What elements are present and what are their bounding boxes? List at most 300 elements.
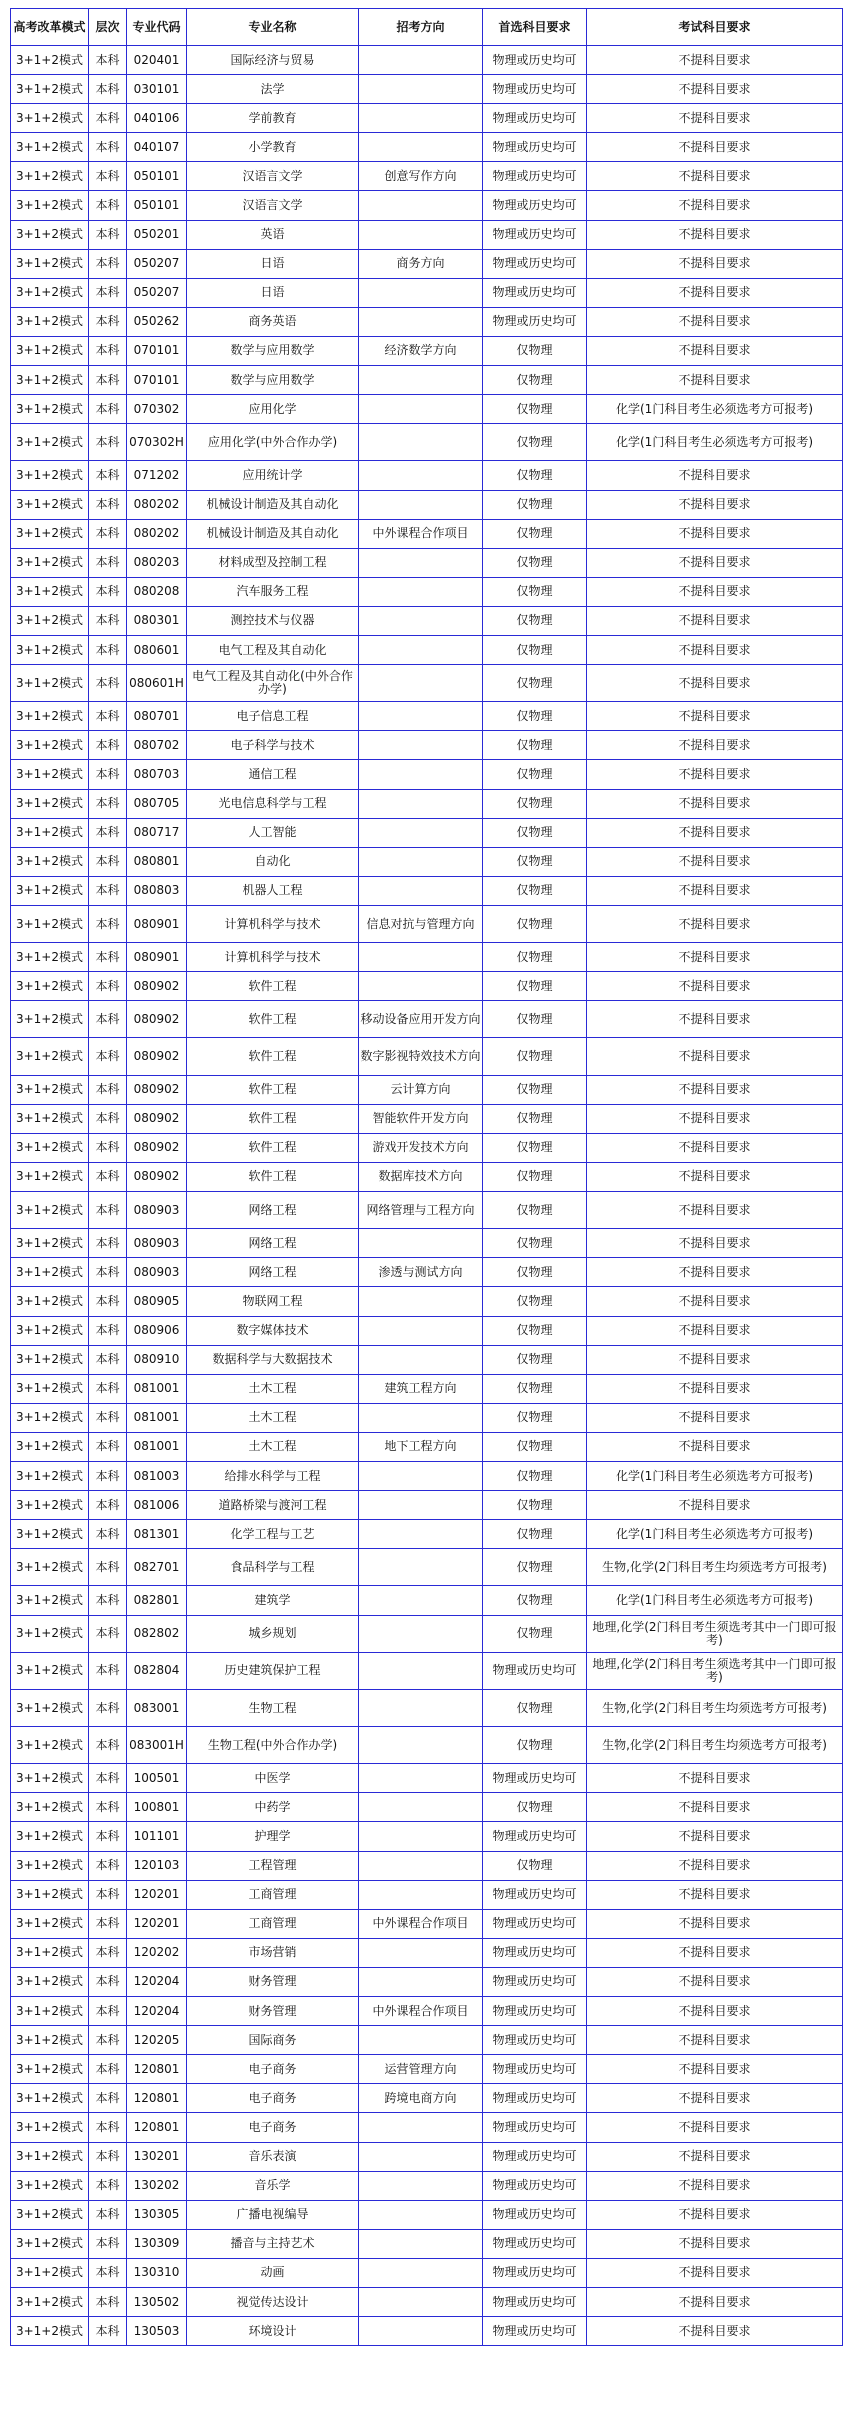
direction-cell — [359, 1287, 483, 1316]
major-name-cell: 化学工程与工艺 — [187, 1520, 359, 1549]
first-subject-cell: 物理或历史均可 — [483, 2026, 587, 2055]
reform-mode-cell: 3+1+2模式 — [11, 2317, 89, 2346]
exam-subject-cell: 地理,化学(2门科目考生须选考其中一门即可报考) — [587, 1652, 843, 1689]
first-subject-cell: 仅物理 — [483, 577, 587, 606]
reform-mode-cell: 3+1+2模式 — [11, 1038, 89, 1075]
first-subject-cell: 仅物理 — [483, 818, 587, 847]
exam-subject-cell: 不提科目要求 — [587, 249, 843, 278]
table-row — [11, 336, 843, 365]
reform-mode-cell: 3+1+2模式 — [11, 104, 89, 133]
exam-subject-cell: 不提科目要求 — [587, 2200, 843, 2229]
direction-cell — [359, 2258, 483, 2287]
major-name-cell: 应用化学(中外合作办学) — [187, 424, 359, 461]
direction-cell — [359, 760, 483, 789]
major-name-cell: 中药学 — [187, 1793, 359, 1822]
first-subject-cell: 仅物理 — [483, 336, 587, 365]
first-subject-cell: 仅物理 — [483, 1038, 587, 1075]
exam-subject-cell: 不提科目要求 — [587, 1793, 843, 1822]
table-row — [11, 2026, 843, 2055]
direction-cell: 游戏开发技术方向 — [359, 1133, 483, 1162]
first-subject-cell: 仅物理 — [483, 1793, 587, 1822]
major-code-cell: 081001 — [127, 1374, 187, 1403]
level-cell: 本科 — [89, 635, 127, 664]
major-code-cell: 120205 — [127, 2026, 187, 2055]
major-name-cell: 生物工程 — [187, 1689, 359, 1726]
table-row — [11, 972, 843, 1001]
exam-subject-cell: 化学(1门科目考生必须选考方可报考) — [587, 1461, 843, 1490]
reform-mode-cell: 3+1+2模式 — [11, 424, 89, 461]
reform-mode-cell: 3+1+2模式 — [11, 2287, 89, 2316]
level-cell: 本科 — [89, 1615, 127, 1652]
reform-mode-cell: 3+1+2模式 — [11, 1491, 89, 1520]
major-name-cell: 测控技术与仪器 — [187, 606, 359, 635]
table-row — [11, 162, 843, 191]
reform-mode-cell: 3+1+2模式 — [11, 1432, 89, 1461]
major-code-cell: 080202 — [127, 490, 187, 519]
exam-subject-cell: 生物,化学(2门科目考生均须选考方可报考) — [587, 1727, 843, 1764]
exam-subject-cell: 不提科目要求 — [587, 760, 843, 789]
direction-cell — [359, 133, 483, 162]
major-name-cell: 汉语言文学 — [187, 191, 359, 220]
direction-cell: 创意写作方向 — [359, 162, 483, 191]
level-cell: 本科 — [89, 336, 127, 365]
table-row — [11, 1229, 843, 1258]
major-code-cell: 030101 — [127, 75, 187, 104]
direction-cell: 经济数学方向 — [359, 336, 483, 365]
level-cell: 本科 — [89, 1461, 127, 1490]
first-subject-cell: 物理或历史均可 — [483, 2317, 587, 2346]
direction-cell — [359, 46, 483, 75]
header-exam-subject: 考试科目要求 — [587, 9, 843, 46]
table-row — [11, 1880, 843, 1909]
first-subject-cell: 仅物理 — [483, 1727, 587, 1764]
level-cell: 本科 — [89, 1133, 127, 1162]
direction-cell — [359, 1938, 483, 1967]
direction-cell — [359, 789, 483, 818]
reform-mode-cell: 3+1+2模式 — [11, 876, 89, 905]
major-name-cell: 数学与应用数学 — [187, 366, 359, 395]
major-name-cell: 小学教育 — [187, 133, 359, 162]
level-cell: 本科 — [89, 2200, 127, 2229]
first-subject-cell: 物理或历史均可 — [483, 2229, 587, 2258]
level-cell: 本科 — [89, 1001, 127, 1038]
exam-subject-cell: 不提科目要求 — [587, 1345, 843, 1374]
reform-mode-cell: 3+1+2模式 — [11, 1104, 89, 1133]
exam-subject-cell: 不提科目要求 — [587, 1001, 843, 1038]
major-name-cell: 土木工程 — [187, 1374, 359, 1403]
table-row — [11, 220, 843, 249]
table-row — [11, 1038, 843, 1075]
exam-subject-cell: 不提科目要求 — [587, 461, 843, 490]
level-cell: 本科 — [89, 162, 127, 191]
major-name-cell: 财务管理 — [187, 1967, 359, 1996]
first-subject-cell: 物理或历史均可 — [483, 307, 587, 336]
reform-mode-cell: 3+1+2模式 — [11, 1822, 89, 1851]
direction-cell — [359, 1461, 483, 1490]
exam-subject-cell: 不提科目要求 — [587, 75, 843, 104]
major-name-cell: 工商管理 — [187, 1909, 359, 1938]
level-cell: 本科 — [89, 1104, 127, 1133]
exam-subject-cell: 不提科目要求 — [587, 104, 843, 133]
level-cell: 本科 — [89, 1345, 127, 1374]
major-code-cell: 071202 — [127, 461, 187, 490]
major-code-cell: 130502 — [127, 2287, 187, 2316]
first-subject-cell: 仅物理 — [483, 1549, 587, 1586]
reform-mode-cell: 3+1+2模式 — [11, 2258, 89, 2287]
major-code-cell: 020401 — [127, 46, 187, 75]
first-subject-cell: 物理或历史均可 — [483, 75, 587, 104]
major-code-cell: 082801 — [127, 1586, 187, 1615]
exam-subject-cell: 不提科目要求 — [587, 2084, 843, 2113]
major-name-cell: 软件工程 — [187, 1133, 359, 1162]
first-subject-cell: 仅物理 — [483, 1001, 587, 1038]
level-cell: 本科 — [89, 1374, 127, 1403]
major-code-cell: 080901 — [127, 905, 187, 942]
major-name-cell: 机器人工程 — [187, 876, 359, 905]
first-subject-cell: 物理或历史均可 — [483, 162, 587, 191]
table-row — [11, 46, 843, 75]
major-name-cell: 软件工程 — [187, 1001, 359, 1038]
major-code-cell: 082804 — [127, 1652, 187, 1689]
direction-cell — [359, 191, 483, 220]
table-row — [11, 1764, 843, 1793]
level-cell: 本科 — [89, 731, 127, 760]
exam-subject-cell: 不提科目要求 — [587, 1287, 843, 1316]
exam-subject-cell: 地理,化学(2门科目考生须选考其中一门即可报考) — [587, 1615, 843, 1652]
level-cell: 本科 — [89, 1967, 127, 1996]
table-row — [11, 943, 843, 972]
first-subject-cell: 仅物理 — [483, 1345, 587, 1374]
table-row — [11, 847, 843, 876]
table-row — [11, 606, 843, 635]
direction-cell: 信息对抗与管理方向 — [359, 905, 483, 942]
table-row — [11, 249, 843, 278]
first-subject-cell: 物理或历史均可 — [483, 1997, 587, 2026]
exam-subject-cell: 不提科目要求 — [587, 162, 843, 191]
first-subject-cell: 仅物理 — [483, 606, 587, 635]
major-name-cell: 环境设计 — [187, 2317, 359, 2346]
major-name-cell: 财务管理 — [187, 1997, 359, 2026]
major-name-cell: 软件工程 — [187, 1075, 359, 1104]
direction-cell — [359, 1316, 483, 1345]
reform-mode-cell: 3+1+2模式 — [11, 1316, 89, 1345]
table-row — [11, 2142, 843, 2171]
table-row — [11, 1997, 843, 2026]
reform-mode-cell: 3+1+2模式 — [11, 2200, 89, 2229]
major-name-cell: 日语 — [187, 249, 359, 278]
major-code-cell: 100801 — [127, 1793, 187, 1822]
first-subject-cell: 物理或历史均可 — [483, 2142, 587, 2171]
exam-subject-cell: 不提科目要求 — [587, 1192, 843, 1229]
header-direction: 招考方向 — [359, 9, 483, 46]
first-subject-cell: 仅物理 — [483, 1689, 587, 1726]
table-row — [11, 490, 843, 519]
exam-subject-cell: 不提科目要求 — [587, 278, 843, 307]
level-cell: 本科 — [89, 1793, 127, 1822]
direction-cell — [359, 1549, 483, 1586]
table-row — [11, 1967, 843, 1996]
first-subject-cell: 物理或历史均可 — [483, 278, 587, 307]
major-name-cell: 音乐表演 — [187, 2142, 359, 2171]
exam-subject-cell: 不提科目要求 — [587, 905, 843, 942]
major-name-cell: 软件工程 — [187, 1038, 359, 1075]
first-subject-cell: 仅物理 — [483, 876, 587, 905]
table-row — [11, 1104, 843, 1133]
reform-mode-cell: 3+1+2模式 — [11, 162, 89, 191]
table-row — [11, 1192, 843, 1229]
table-row — [11, 1909, 843, 1938]
major-code-cell: 040106 — [127, 104, 187, 133]
first-subject-cell: 仅物理 — [483, 1615, 587, 1652]
major-code-cell: 080902 — [127, 972, 187, 1001]
table-row — [11, 461, 843, 490]
exam-subject-cell: 不提科目要求 — [587, 2229, 843, 2258]
major-code-cell: 130310 — [127, 2258, 187, 2287]
table-row — [11, 1822, 843, 1851]
direction-cell — [359, 278, 483, 307]
direction-cell: 商务方向 — [359, 249, 483, 278]
major-code-cell: 081001 — [127, 1403, 187, 1432]
major-code-cell: 081006 — [127, 1491, 187, 1520]
table-row — [11, 191, 843, 220]
major-code-cell: 050262 — [127, 307, 187, 336]
table-row — [11, 1727, 843, 1764]
table-row — [11, 1938, 843, 1967]
level-cell: 本科 — [89, 1258, 127, 1287]
table-row — [11, 2287, 843, 2316]
table-body — [11, 46, 843, 2346]
exam-subject-cell: 不提科目要求 — [587, 972, 843, 1001]
table-row — [11, 1316, 843, 1345]
level-cell: 本科 — [89, 1764, 127, 1793]
exam-subject-cell: 不提科目要求 — [587, 2171, 843, 2200]
major-code-cell: 082701 — [127, 1549, 187, 1586]
reform-mode-cell: 3+1+2模式 — [11, 2055, 89, 2084]
major-code-cell: 080902 — [127, 1001, 187, 1038]
major-code-cell: 130202 — [127, 2171, 187, 2200]
major-name-cell: 音乐学 — [187, 2171, 359, 2200]
major-code-cell: 080902 — [127, 1075, 187, 1104]
reform-mode-cell: 3+1+2模式 — [11, 577, 89, 606]
reform-mode-cell: 3+1+2模式 — [11, 2171, 89, 2200]
reform-mode-cell: 3+1+2模式 — [11, 249, 89, 278]
table-row — [11, 760, 843, 789]
major-code-cell: 080902 — [127, 1104, 187, 1133]
direction-cell — [359, 1822, 483, 1851]
direction-cell — [359, 606, 483, 635]
major-code-cell: 080901 — [127, 943, 187, 972]
reform-mode-cell: 3+1+2模式 — [11, 336, 89, 365]
direction-cell — [359, 1727, 483, 1764]
level-cell: 本科 — [89, 818, 127, 847]
major-name-cell: 国际经济与贸易 — [187, 46, 359, 75]
direction-cell — [359, 1520, 483, 1549]
first-subject-cell: 仅物理 — [483, 1520, 587, 1549]
major-code-cell: 080902 — [127, 1162, 187, 1191]
major-name-cell: 历史建筑保护工程 — [187, 1652, 359, 1689]
major-code-cell: 050101 — [127, 191, 187, 220]
table-row — [11, 307, 843, 336]
first-subject-cell: 物理或历史均可 — [483, 220, 587, 249]
exam-subject-cell: 不提科目要求 — [587, 1880, 843, 1909]
direction-cell: 智能软件开发方向 — [359, 1104, 483, 1133]
direction-cell — [359, 847, 483, 876]
major-code-cell: 080701 — [127, 702, 187, 731]
first-subject-cell: 仅物理 — [483, 1851, 587, 1880]
first-subject-cell: 仅物理 — [483, 1403, 587, 1432]
exam-subject-cell: 不提科目要求 — [587, 133, 843, 162]
table-row — [11, 75, 843, 104]
exam-subject-cell: 不提科目要求 — [587, 1104, 843, 1133]
major-code-cell: 050101 — [127, 162, 187, 191]
exam-subject-cell: 不提科目要求 — [587, 1038, 843, 1075]
table-row — [11, 731, 843, 760]
direction-cell: 中外课程合作项目 — [359, 1997, 483, 2026]
table-row — [11, 789, 843, 818]
major-name-cell: 播音与主持艺术 — [187, 2229, 359, 2258]
table-row — [11, 1133, 843, 1162]
level-cell: 本科 — [89, 307, 127, 336]
exam-subject-cell: 不提科目要求 — [587, 1229, 843, 1258]
table-row — [11, 366, 843, 395]
major-name-cell: 软件工程 — [187, 1162, 359, 1191]
direction-cell — [359, 1880, 483, 1909]
first-subject-cell: 物理或历史均可 — [483, 1880, 587, 1909]
first-subject-cell: 仅物理 — [483, 1104, 587, 1133]
direction-cell: 数字影视特效技术方向 — [359, 1038, 483, 1075]
reform-mode-cell: 3+1+2模式 — [11, 1162, 89, 1191]
major-code-cell: 080717 — [127, 818, 187, 847]
reform-mode-cell: 3+1+2模式 — [11, 46, 89, 75]
direction-cell — [359, 635, 483, 664]
level-cell: 本科 — [89, 2055, 127, 2084]
major-name-cell: 工程管理 — [187, 1851, 359, 1880]
major-name-cell: 广播电视编导 — [187, 2200, 359, 2229]
table-row — [11, 1586, 843, 1615]
table-row — [11, 1287, 843, 1316]
level-cell: 本科 — [89, 519, 127, 548]
level-cell: 本科 — [89, 548, 127, 577]
major-name-cell: 市场营销 — [187, 1938, 359, 1967]
major-name-cell: 机械设计制造及其自动化 — [187, 519, 359, 548]
direction-cell: 中外课程合作项目 — [359, 1909, 483, 1938]
direction-cell: 渗透与测试方向 — [359, 1258, 483, 1287]
direction-cell — [359, 2287, 483, 2316]
major-code-cell: 080902 — [127, 1038, 187, 1075]
level-cell: 本科 — [89, 2171, 127, 2200]
level-cell: 本科 — [89, 1316, 127, 1345]
major-name-cell: 土木工程 — [187, 1432, 359, 1461]
first-subject-cell: 仅物理 — [483, 1374, 587, 1403]
exam-subject-cell: 化学(1门科目考生必须选考方可报考) — [587, 395, 843, 424]
major-code-cell: 080803 — [127, 876, 187, 905]
exam-subject-cell: 不提科目要求 — [587, 1316, 843, 1345]
major-name-cell: 数学与应用数学 — [187, 336, 359, 365]
level-cell: 本科 — [89, 424, 127, 461]
major-name-cell: 视觉传达设计 — [187, 2287, 359, 2316]
major-code-cell: 080903 — [127, 1229, 187, 1258]
table-row — [11, 1345, 843, 1374]
exam-subject-cell: 生物,化学(2门科目考生均须选考方可报考) — [587, 1549, 843, 1586]
level-cell: 本科 — [89, 104, 127, 133]
major-code-cell: 080705 — [127, 789, 187, 818]
table-row — [11, 818, 843, 847]
direction-cell — [359, 2026, 483, 2055]
table-row — [11, 1520, 843, 1549]
reform-mode-cell: 3+1+2模式 — [11, 191, 89, 220]
exam-subject-cell: 不提科目要求 — [587, 577, 843, 606]
first-subject-cell: 物理或历史均可 — [483, 2200, 587, 2229]
level-cell: 本科 — [89, 1822, 127, 1851]
direction-cell — [359, 220, 483, 249]
major-name-cell: 电子商务 — [187, 2084, 359, 2113]
table-row — [11, 1491, 843, 1520]
major-name-cell: 软件工程 — [187, 972, 359, 1001]
reform-mode-cell: 3+1+2模式 — [11, 1549, 89, 1586]
direction-cell — [359, 702, 483, 731]
first-subject-cell: 仅物理 — [483, 461, 587, 490]
reform-mode-cell: 3+1+2模式 — [11, 1001, 89, 1038]
reform-mode-cell: 3+1+2模式 — [11, 905, 89, 942]
first-subject-cell: 物理或历史均可 — [483, 249, 587, 278]
direction-cell — [359, 366, 483, 395]
reform-mode-cell: 3+1+2模式 — [11, 548, 89, 577]
direction-cell — [359, 424, 483, 461]
table-row — [11, 1374, 843, 1403]
exam-subject-cell: 不提科目要求 — [587, 1162, 843, 1191]
header-major-name: 专业名称 — [187, 9, 359, 46]
reform-mode-cell: 3+1+2模式 — [11, 1615, 89, 1652]
major-code-cell: 050207 — [127, 249, 187, 278]
table-row — [11, 665, 843, 702]
first-subject-cell: 物理或历史均可 — [483, 46, 587, 75]
exam-subject-cell: 不提科目要求 — [587, 606, 843, 635]
reform-mode-cell: 3+1+2模式 — [11, 1997, 89, 2026]
first-subject-cell: 仅物理 — [483, 1258, 587, 1287]
level-cell: 本科 — [89, 2113, 127, 2142]
major-code-cell: 080601H — [127, 665, 187, 702]
major-code-cell: 083001H — [127, 1727, 187, 1764]
first-subject-cell: 仅物理 — [483, 1316, 587, 1345]
reform-mode-cell: 3+1+2模式 — [11, 1403, 89, 1432]
reform-mode-cell: 3+1+2模式 — [11, 1689, 89, 1726]
header-level: 层次 — [89, 9, 127, 46]
major-name-cell: 学前教育 — [187, 104, 359, 133]
major-code-cell: 100501 — [127, 1764, 187, 1793]
direction-cell — [359, 461, 483, 490]
major-name-cell: 电子商务 — [187, 2055, 359, 2084]
direction-cell — [359, 972, 483, 1001]
table-row — [11, 1793, 843, 1822]
major-code-cell: 070101 — [127, 366, 187, 395]
major-name-cell: 工商管理 — [187, 1880, 359, 1909]
table-row — [11, 2229, 843, 2258]
level-cell: 本科 — [89, 2229, 127, 2258]
major-code-cell: 081001 — [127, 1432, 187, 1461]
major-code-cell: 050201 — [127, 220, 187, 249]
direction-cell — [359, 2229, 483, 2258]
direction-cell — [359, 2113, 483, 2142]
major-code-cell: 130305 — [127, 2200, 187, 2229]
reform-mode-cell: 3+1+2模式 — [11, 943, 89, 972]
table-row — [11, 876, 843, 905]
level-cell: 本科 — [89, 366, 127, 395]
reform-mode-cell: 3+1+2模式 — [11, 635, 89, 664]
major-name-cell: 电气工程及其自动化 — [187, 635, 359, 664]
direction-cell — [359, 943, 483, 972]
exam-subject-cell: 不提科目要求 — [587, 731, 843, 760]
level-cell: 本科 — [89, 2258, 127, 2287]
